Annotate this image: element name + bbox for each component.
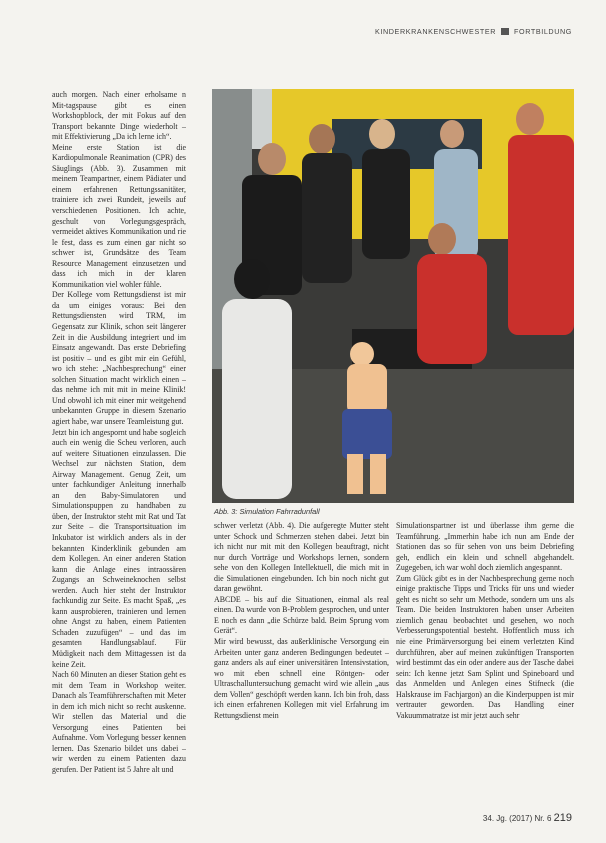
paragraph: ABCDE – bis auf die Situationen, einmal als real einen. Da wurde von B-Problem gesprochen, und unter E noch es dann „die Schürze bald. Beim Sprung vom Gerät“. xyxy=(214,594,389,636)
page-number: 219 xyxy=(553,812,572,824)
paragraph: Mir wird bewusst, das außerklinische Versorgung ein Arbeiten unter ganz anderen Bedingungen bedeutet – ganz anders als auf einer universitären Intensivstation, wo mit eben schnell eine Röntgen- oder Ultraschalluntersuchung gemacht wird wie allein „aus dem Vollen“ geschöpft werden kann. Ich bin froh, dass ich einen erfahrenen Kollegen mit viel Erfahrung im Rettungsdienst mein xyxy=(214,637,389,720)
photo-caption: Abb. 3: Simulation Fahrradunfall xyxy=(214,507,320,516)
paragraph: Jetzt bin ich angespornt und habe sogleich auch ein wenig die Scheu verloren, auch auf weitere Situationen einzulassen. Die Wechsel zur nächsten Station, dem Airway Management. Genug Zeit, um unter fachkundiger Anleitung innerhalb an den Baby-Simulatoren und Simulationspuppen zu handhaben zu üben, der Instruktor steht mit Rat und Tat zur Seite – die Transportsituation im Inkubator ist wirklich anders als in der bekannten Kinderklinik gebunden am dem Kollegen. An einer anderen Station kann die Anlage eines intraossären Zugangs an Schweineknochen selbst werden. Auch hier steht der Instruktor fachkundig zur Seite. Es macht Spaß, „es kann ausprobieren, trainieren und lernen ohne Angst zu haben, einem Patienten Schaden zuzufügen“ – und das im gesamten Handlungsablauf. Für Müdigkeit nach dem Mittagessen ist da keine Zeit. xyxy=(52,427,186,669)
text-column-right xyxy=(396,521,574,721)
photo-illustration xyxy=(212,89,574,503)
paragraph: Simulationspartner ist und überlasse ihm gerne die Teamführung. „Immerhin habe ich nun am Ende der Stationen das so für sehen von uns beim Debriefing geh, endlich ein klein und schnell abgehandelt. Zugegeben, ich war wohl doch ziemlich angespannt. xyxy=(396,521,574,573)
header-separator-icon xyxy=(501,28,509,35)
text-column-left xyxy=(52,90,186,776)
paragraph: Der Kollege vom Rettungsdienst ist mir da um einiges voraus: Bei den Rettungsdiensten wird TRM, im Gegensatz zur Klinik, schon seit längerer Zeit in die Ausbildung integriert und im Einsatz angewandt. Das erste Debriefing ist positiv – und es gibt mir ein Gefühl, wo ich stehe: „Nachbesprechung“ einer solchen Situation macht wirklich einen – das nehme ich mit mit in meine Klinik! Und obwohl ich mit einer mir weitgehend unbekannten Gruppe in diesem Szenario agiert habe, war unsere Teamleistung gut. xyxy=(52,290,186,426)
text-column-middle xyxy=(214,521,389,721)
paragraph: auch morgen. Nach einer erholsame n Mit-tagspause gibt es einen Workshopblock, der mit Fokus auf den Transport bekannte Dinge wiederholt – mit Effektivierung „Da ich lerne ich“. xyxy=(52,90,186,142)
header-section-label: KINDERKRANKENSCHWESTER xyxy=(374,27,497,36)
running-header xyxy=(375,27,572,36)
paragraph: Nach 60 Minuten an dieser Station geht es mit dem Team in Workshop weiter. Danach als Teamführerschaften mit Meter in dem ich mich nicht so recht auskenne. Wir stellen das Material und die Versorgung eines Patienten bei Aufnahme. Vom Vorlegung besser kennen lernen. Das Szenario bildet uns dabei – wir werden zu einem Patienten dazu gerufen. Der Patient ist 5 Jahre alt und xyxy=(52,670,186,774)
simulation-photo xyxy=(212,89,574,503)
paragraph: Meine erste Station ist die Kardiopulmonale Reanimation (CPR) des Säuglings (Abb. 3). Zusammen mit meinem Teampartner, einem Pädiater und einem erfahrenen Rettungssanitäter, trainiere ich zwei Rundeit, jeweils auf verschiedenen Positionen. Ich achte, geschult von Vorlegungsgespräch, vermeidet aktives Kommunikation und rie le fest, dass es zum einen gar nicht so schwer ist, Grundsätze des Team Resource Management einzusetzen und dass ich mich in der klaren Kommunikation viel wohler fühle. xyxy=(52,142,186,289)
paragraph: Zum Glück gibt es in der Nachbesprechung gerne noch einige praktische Tipps und Tricks für uns und wieder geht es nicht so sehr um Methode, sondern um uns als Team. Die beiden Instruktoren haben unser Arbeiten ziemlich genau beobachtet und gesehen, wo noch Verbesserungspotential besteht. Hoffentlich muss ich nie eine Primärversorgung bei einem verletzten Kind durchführen, aber auf meinen zukünftigen Transporten wird bestimmt das ein oder andere aus der Tasche dabei sein: Ich kenne jetzt Sam Splint und Spineboard und das Anmelden und Anlegen eines Stifneck (die Halskrause im Fachjargon) an die Kinderpuppen ist mir vertrauter geworden. Das Handling einer Vakuummatratze ist mir jetzt auch sehr xyxy=(396,573,574,720)
page-footer xyxy=(483,812,572,824)
header-category-label: FORTBILDUNG xyxy=(514,27,572,36)
issue-label: 34. Jg. (2017) Nr. 6 xyxy=(482,814,552,823)
paragraph: schwer verletzt (Abb. 4). Die aufgeregte Mutter steht unter Schock und Schmerzen stehen dabei. Jetzt bin ich nicht nur mit mit den Kollegen beauftragt, nicht nur durch Vorträge und Workshops lernen, sondern sehe von den Kollegen Intellektuell, die mich mit in die Simulationen eingebunden. Ich bin noch nicht gut daran gewöhnt. xyxy=(214,521,389,594)
